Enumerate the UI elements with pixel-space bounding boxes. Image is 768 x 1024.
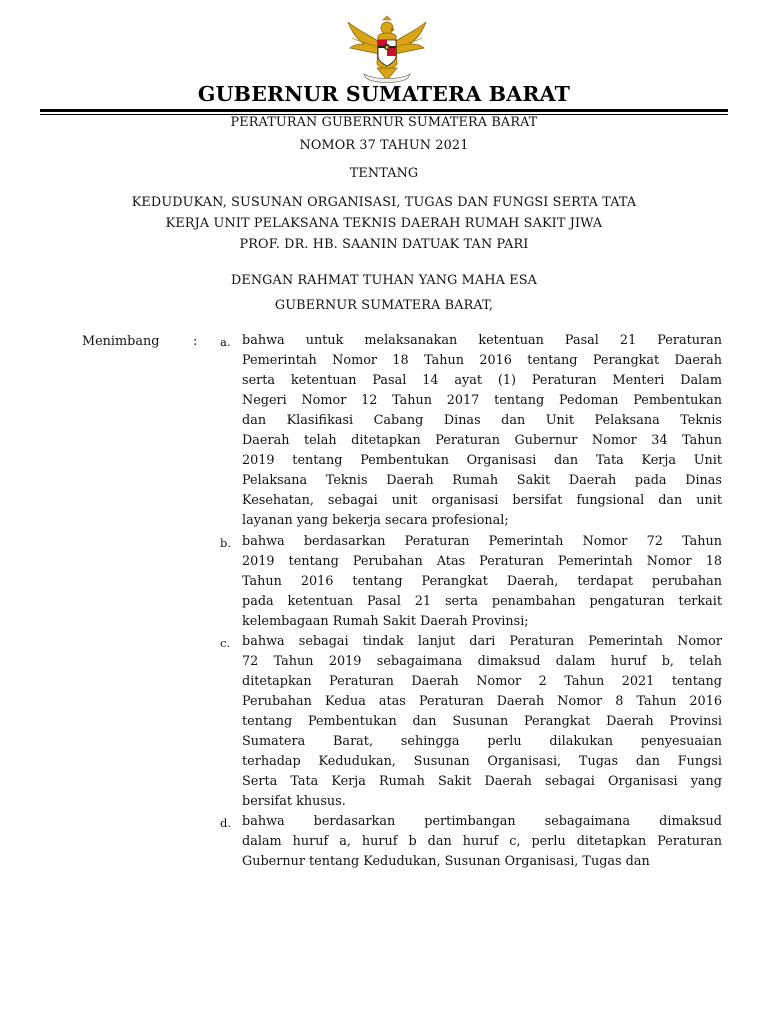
item-text-line: Tahun 2016 tentang Perangkat Daerah, terdapat perubahan: [242, 573, 722, 589]
item-text-line: serta ketentuan Pasal 14 ayat (1) Peraturan Menteri Dalam: [242, 373, 722, 389]
item-text-line: bahwa berdasarkan Peraturan Pemerintah Nomor 72 Tahun: [242, 533, 722, 549]
item-text-line: Daerah telah ditetapkan Peraturan Gubernur Nomor 34 Tahun: [242, 433, 722, 449]
item-text-line: tentang Pembentukan dan Susunan Perangkat Daerah Provinsi: [242, 713, 722, 729]
item-text-line: layanan yang bekerja secara profesional;: [242, 513, 509, 529]
item-text-line: bahwa berdasarkan pertimbangan sebagaimana dimaksud: [242, 814, 722, 830]
item-marker: d.: [220, 816, 232, 831]
considering-label: Menimbang: [82, 334, 160, 349]
item-marker: c.: [220, 635, 231, 650]
subject-line: KERJA UNIT PELAKSANA TEKNIS DAERAH RUMAH SAKIT JIWA: [165, 216, 603, 231]
considering-colon: :: [193, 334, 198, 349]
item-text-line: 2019 tentang Pembentukan Organisasi dan Tata Kerja Unit: [242, 453, 722, 469]
about-heading: TENTANG: [349, 166, 419, 181]
item-text-line: kelembagaan Rumah Sakit Daerah Provinsi;: [242, 613, 529, 629]
item-text-line: bersifat khusus.: [242, 794, 346, 810]
header-rule-thick: [40, 109, 728, 112]
regulation-title: PERATURAN GUBERNUR SUMATERA BARAT: [230, 115, 538, 130]
governor-title: GUBERNUR SUMATERA BARAT: [197, 82, 571, 106]
item-text-line: Pemerintah Nomor 18 Tahun 2016 tentang Perangkat Daerah: [242, 353, 722, 369]
regulation-number: NOMOR 37 TAHUN 2021: [299, 138, 469, 153]
invocation-line: DENGAN RAHMAT TUHAN YANG MAHA ESA: [230, 273, 538, 288]
item-text-line: Gubernur tentang Kedudukan, Susunan Organisasi, Tugas dan: [242, 854, 650, 870]
item-text-line: ditetapkan Peraturan Daerah Nomor 2 Tahun 2021 tentang: [242, 673, 722, 689]
item-text-line: bahwa untuk melaksanakan ketentuan Pasal 21 Peraturan: [242, 333, 722, 348]
subject-line: KEDUDUKAN, SUSUNAN ORGANISASI, TUGAS DAN FUNGSI SERTA TATA: [131, 195, 637, 210]
item-text-line: Sumatera Barat, sehingga perlu dilakukan penyesuaian: [242, 734, 722, 749]
subject-line: PROF. DR. HB. SAANIN DATUAK TAN PARI: [239, 237, 529, 252]
item-marker: a.: [220, 335, 231, 349]
item-text-line: dan Klasifikasi Cabang Dinas dan Unit Pelaksana Teknis: [242, 413, 722, 429]
item-text-line: Negeri Nomor 12 Tahun 2017 tentang Pedoman Pembentukan: [242, 393, 722, 409]
item-text-line: Serta Tata Kerja Rumah Sakit Daerah sebagai Organisasi yang: [242, 774, 722, 790]
item-marker: b.: [220, 535, 232, 550]
item-text-line: terhadap Kedudukan, Susunan Organisasi, Tugas dan Fungsi: [242, 754, 722, 770]
item-text-line: Pelaksana Teknis Daerah Rumah Sakit Daerah pada Dinas: [242, 473, 722, 489]
garuda-emblem-icon: [342, 14, 432, 86]
item-text-line: Perubahan Kedua atas Peraturan Daerah Nomor 8 Tahun 2016: [242, 693, 722, 709]
item-text-line: pada ketentuan Pasal 21 serta penambahan pengaturan terkait: [242, 593, 722, 609]
item-text-line: bahwa sebagai tindak lanjut dari Peraturan Pemerintah Nomor: [242, 633, 722, 649]
item-text-line: 72 Tahun 2019 sebagaimana dimaksud dalam huruf b, telah: [242, 653, 722, 669]
item-text-line: dalam huruf a, huruf b dan huruf c, perlu ditetapkan Peraturan: [242, 834, 722, 850]
item-text-line: Kesehatan, sebagai unit organisasi bersifat fungsional dan unit: [242, 493, 722, 509]
governor-line: GUBERNUR SUMATERA BARAT,: [274, 298, 494, 313]
item-text-line: 2019 tentang Perubahan Atas Peraturan Pemerintah Nomor 18: [242, 553, 722, 569]
